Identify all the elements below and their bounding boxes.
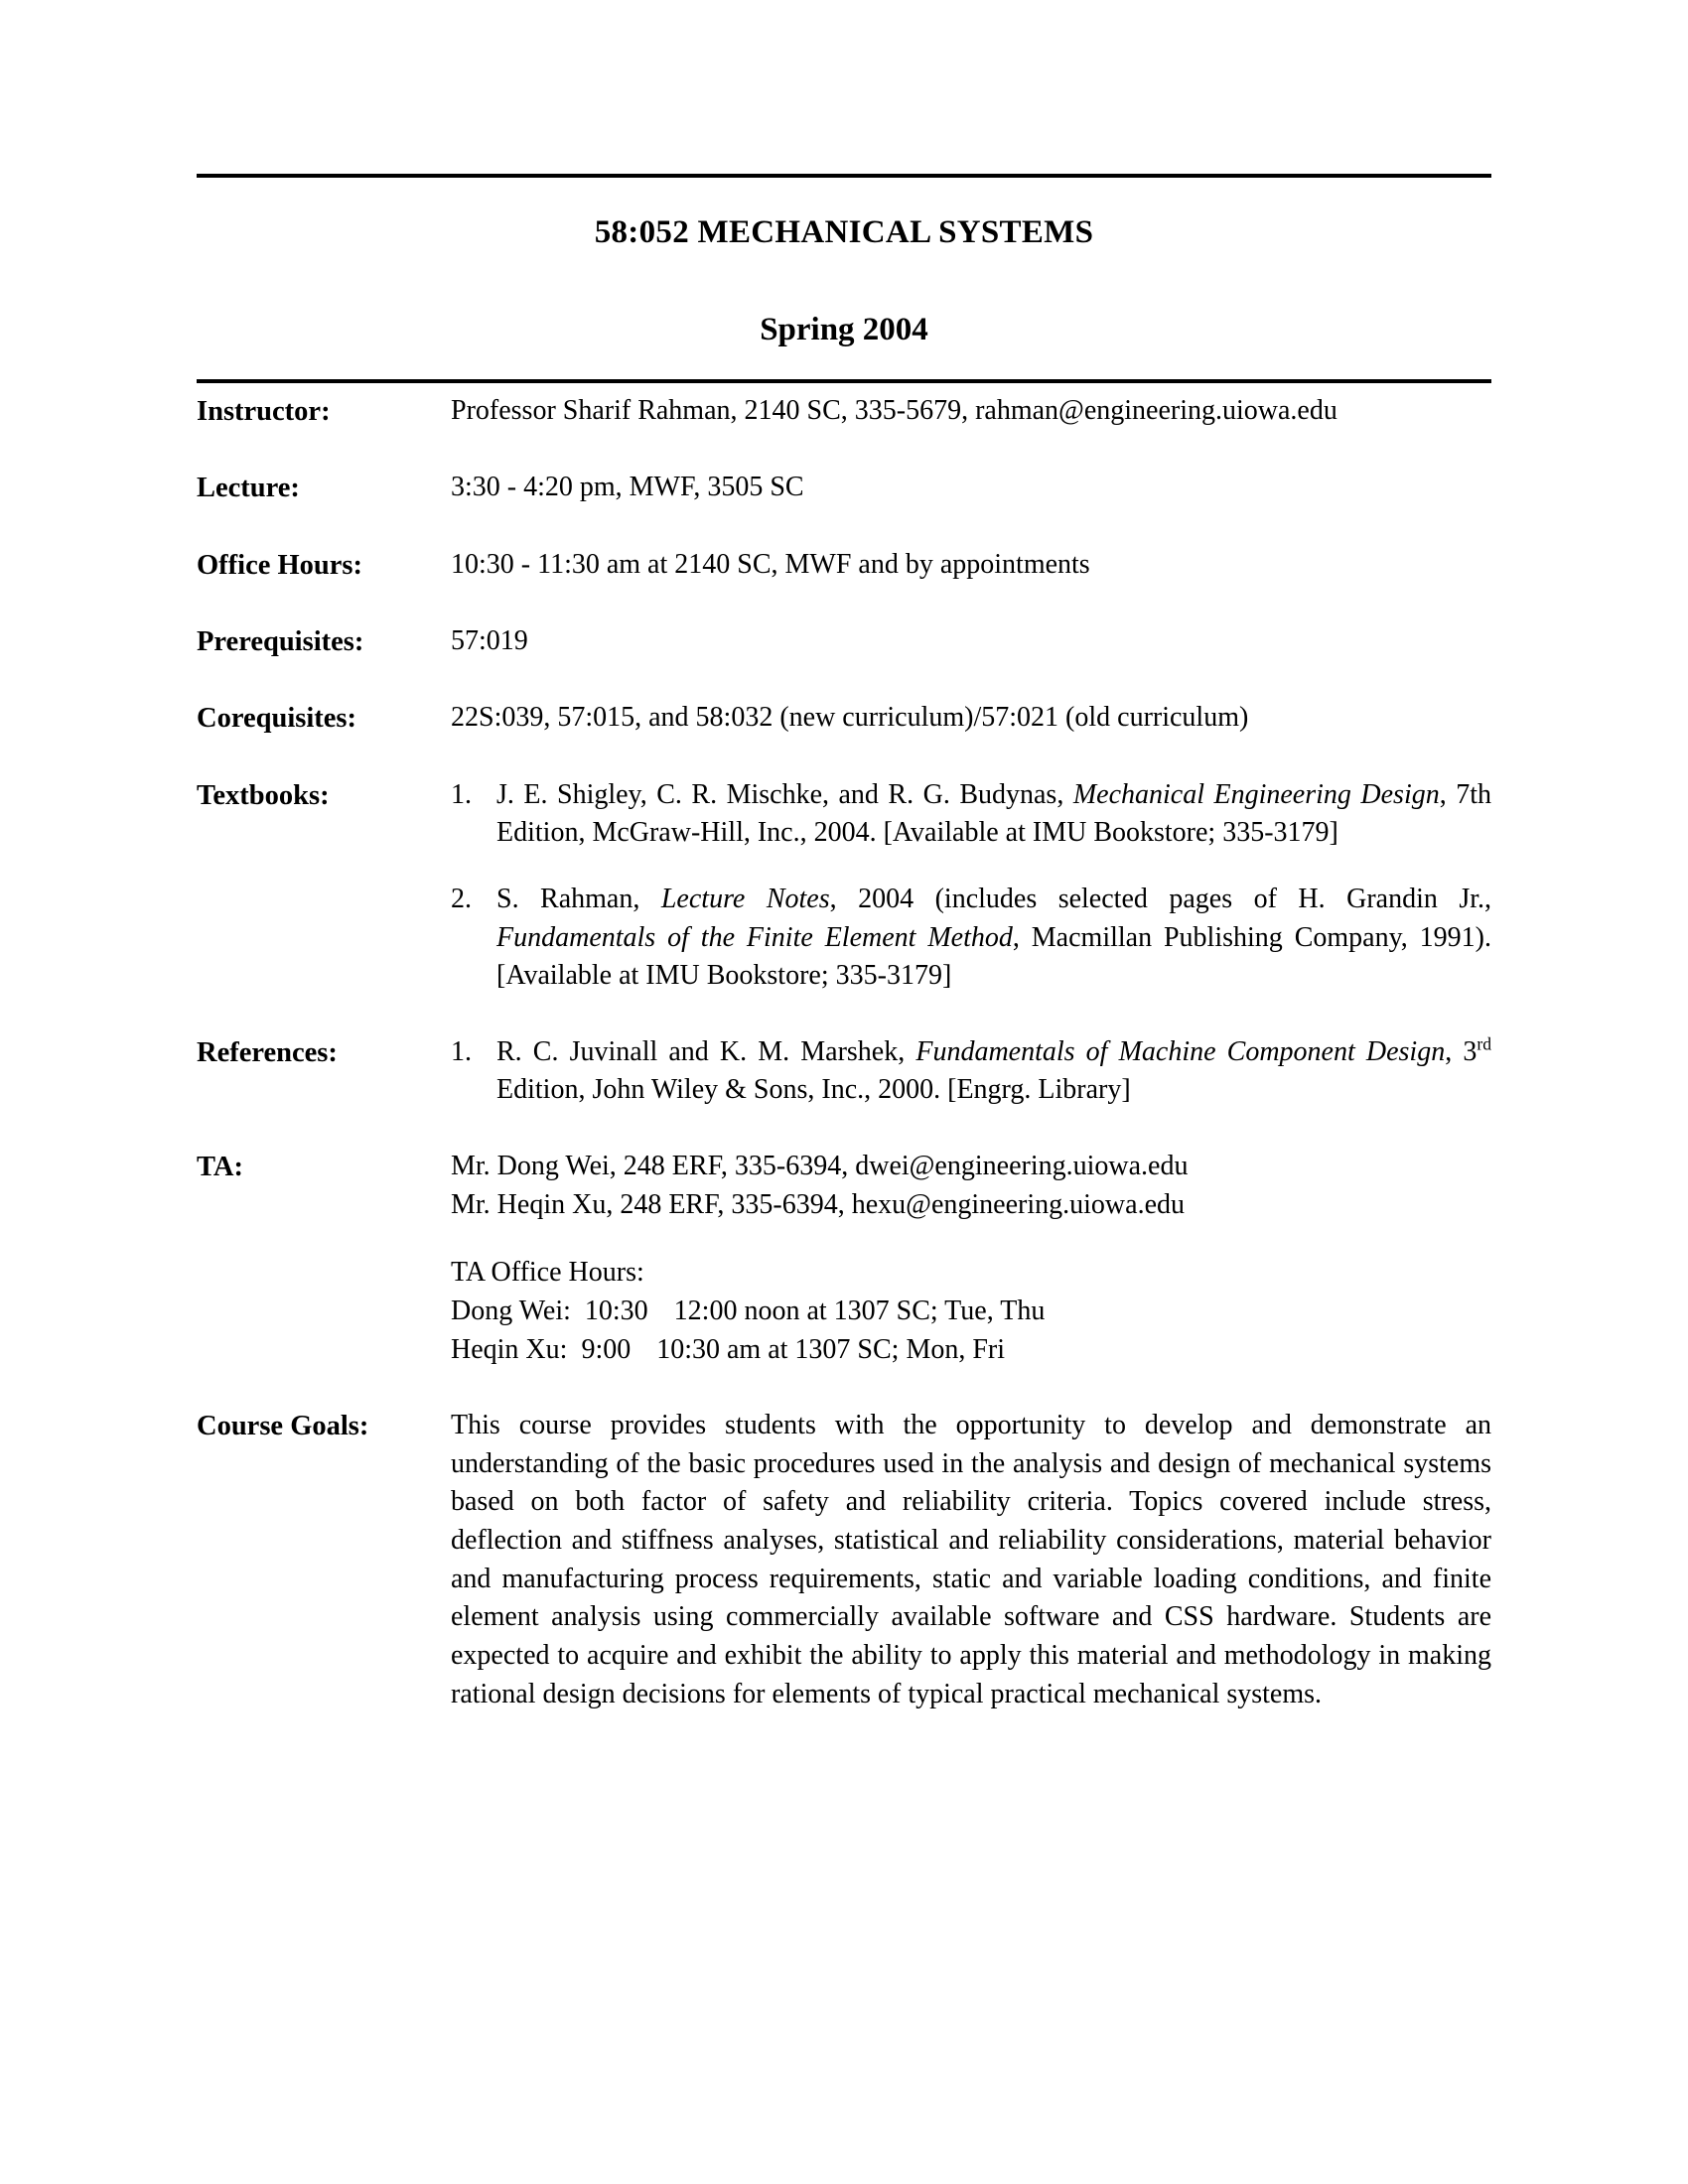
item-title-italic: Fundamentals of the Finite Element Method — [496, 921, 1013, 953]
item-text-part: , 2004 (includes selected pages of H. Grandin Jr., — [829, 883, 1492, 914]
ta-contact-line: Mr. Dong Wei, 248 ERF, 335-6394, dwei@engineering.uiowa.edu — [451, 1151, 1189, 1182]
value-corequisites: 22S:039, 57:015, and 58:032 (new curriculum)/57:021 (old curriculum) — [451, 702, 1249, 734]
item-title-italic: Mechanical Engineering Design — [1072, 778, 1440, 810]
row-office-hours — [197, 546, 1491, 585]
value-prerequisites: 57:019 — [451, 624, 528, 656]
row-prerequisites — [197, 622, 1491, 661]
item-text-part: J. E. Shigley, C. R. Mischke, and R. G. Budynas, — [496, 778, 1073, 810]
list-item — [451, 776, 1491, 853]
label-office-hours: Office Hours: — [197, 549, 362, 581]
value-office-hours: 10:30 - 11:30 am at 2140 SC, MWF and by appointments — [451, 548, 1090, 580]
row-course-goals — [197, 1407, 1491, 1713]
item-text-part: , 7th Edition, McGraw-Hill, Inc., 2004. [Available at IMU Bookstore; 335-3179] — [496, 778, 1492, 849]
page-title: 58:052 MECHANICAL SYSTEMS — [594, 214, 1094, 250]
item-text-part: Edition, John Wiley & Sons, Inc., 2000. [Engrg. Library] — [496, 1074, 1131, 1106]
value-lecture: 3:30 - 4:20 pm, MWF, 3505 SC — [451, 472, 804, 503]
document-header — [197, 174, 1491, 383]
reference-list — [451, 1033, 1491, 1110]
label-ta: TA: — [197, 1152, 243, 1183]
list-item — [451, 881, 1491, 996]
ta-contact-line: Mr. Heqin Xu, 248 ERF, 335-6394, hexu@engineering.uiowa.edu — [451, 1188, 1185, 1220]
label-textbooks: Textbooks: — [197, 779, 330, 811]
row-lecture — [197, 469, 1491, 507]
textbook-list — [451, 776, 1491, 996]
label-course-goals: Course Goals: — [197, 1411, 369, 1442]
row-corequisites — [197, 699, 1491, 738]
item-text-part: , 3 — [1445, 1035, 1477, 1067]
header-top-rule — [197, 174, 1491, 178]
label-corequisites: Corequisites: — [197, 703, 356, 735]
ta-name: Heqin Xu: — [451, 1333, 568, 1365]
list-item — [451, 1033, 1491, 1110]
ta-office-hours-heading: TA Office Hours: — [451, 1257, 644, 1289]
ta-office-hours-line — [451, 1293, 1491, 1331]
value-ta — [451, 1148, 1491, 1369]
item-text-part: S. Rahman, — [496, 883, 661, 914]
row-textbooks — [197, 776, 1491, 996]
ta-end-time: 12:00 noon at 1307 SC; Tue, Thu — [673, 1295, 1046, 1326]
value-textbooks — [451, 776, 1491, 996]
label-references: References: — [197, 1036, 338, 1068]
term-subtitle: Spring 2004 — [760, 311, 928, 347]
ta-office-hours-line — [451, 1331, 1491, 1370]
item-number: 1. — [451, 1035, 472, 1067]
item-number: 2. — [451, 883, 472, 914]
label-instructor: Instructor: — [197, 396, 331, 427]
label-prerequisites: Prerequisites: — [197, 625, 364, 657]
item-text-part: , Macmillan Publishing Company, 1991). [Available at IMU Bookstore; 335-3179] — [496, 921, 1491, 992]
item-title-italic: Lecture Notes — [660, 883, 830, 914]
syllabus-body — [197, 392, 1491, 1751]
header-bottom-rule — [197, 379, 1491, 383]
ta-start-time: 10:30 — [584, 1295, 648, 1326]
ta-start-time: 9:00 — [581, 1333, 632, 1365]
row-instructor — [197, 392, 1491, 431]
row-ta — [197, 1148, 1491, 1369]
value-course-goals — [451, 1407, 1491, 1713]
edition-ordinal-superscript: rd — [1477, 1033, 1492, 1054]
course-goals-paragraph: This course provides students with the opportunity to develop and demonstrate an understanding of the basic procedures used in the analysis and design of mechanical systems based on both factor of safety and reliability criteria. Topics covered include stress, deflection and stiffness analyses, statistical and reliability considerations, material behavior and manufacturing process requirements, static and variable loading conditions, and finite element analysis using commercially available software and CSS hardware. Students are expected to acquire and exhibit the ability to apply this material and methodology in making rational design decisions for elements of typical practical mechanical systems. — [451, 1410, 1491, 1709]
label-lecture: Lecture: — [197, 473, 300, 504]
item-text-part: R. C. Juvinall and K. M. Marshek, — [496, 1035, 916, 1067]
row-references — [197, 1033, 1491, 1110]
item-number: 1. — [451, 778, 472, 810]
ta-name: Dong Wei: — [451, 1295, 571, 1326]
value-instructor: Professor Sharif Rahman, 2140 SC, 335-5679, rahman@engineering.uiowa.edu — [451, 395, 1337, 426]
item-title-italic: Fundamentals of Machine Component Design — [915, 1035, 1446, 1067]
value-references — [451, 1033, 1491, 1110]
ta-block-spacer — [451, 1224, 1491, 1254]
ta-end-time: 10:30 am at 1307 SC; Mon, Fri — [656, 1333, 1006, 1365]
